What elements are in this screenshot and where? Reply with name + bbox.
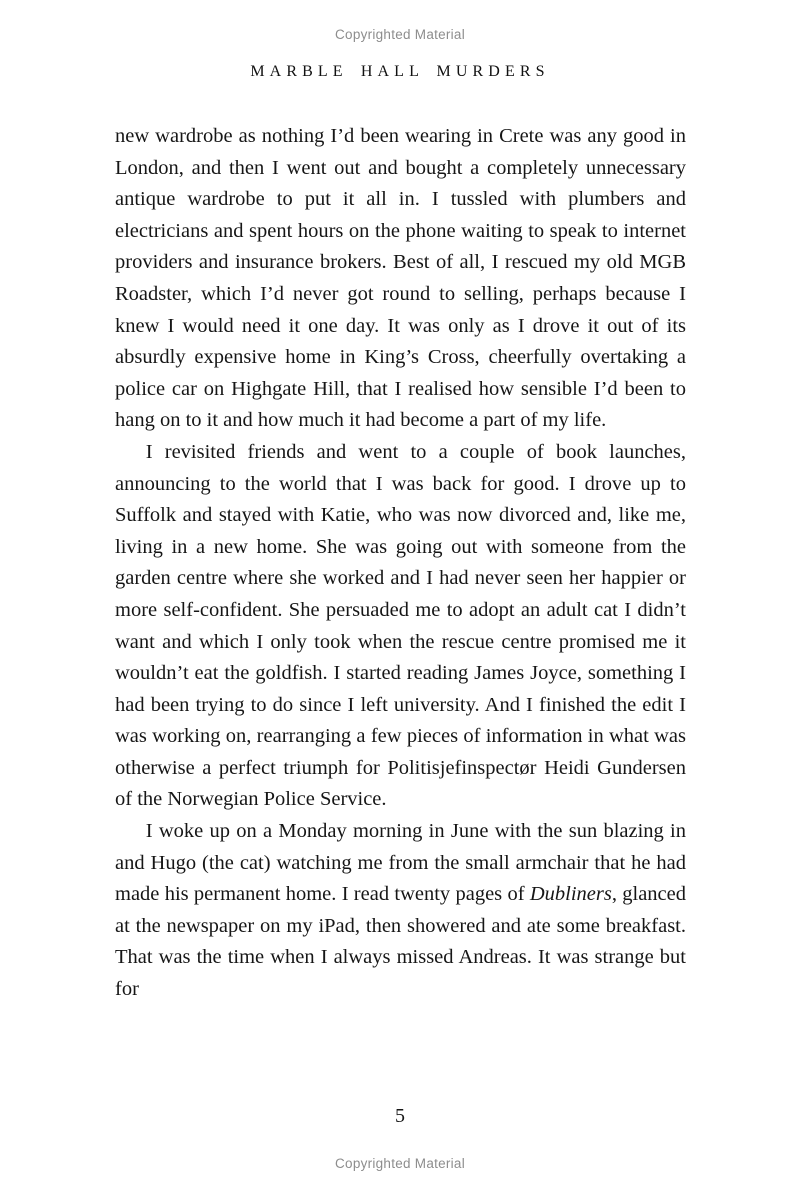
book-title-italic: Dubliners bbox=[529, 883, 612, 906]
paragraph-3 bbox=[115, 816, 686, 1006]
paragraph-2: I revisited friends and went to a couple of book launches, announcing to the world that I was back for good. I drove up to Suffolk and stayed with Katie, who was now divorced and, like me, living in a new home. She was going out with someone from the garden centre where she worked and I had never seen her happier or more self-confident. She persuaded me to adopt an adult cat I didn’t want and which I only took when the rescue centre promised me it wouldn’t eat the goldfish. I started reading James Joyce, something I had been trying to do since I left university. And I finished the edit I was working on, rearranging a few pieces of information in what was otherwise a perfect triumph for Politisjefinspectør Heidi Gundersen of the Norwegian Police Service. bbox=[115, 440, 686, 811]
copyright-notice-top: Copyrighted Material bbox=[335, 27, 465, 42]
paragraph-1: new wardrobe as nothing I’d been wearing in Crete was any good in London, and then I went out and bought a completely unnecessary antique wardrobe to put it all in. I tussled with plumbers and electricians and spent hours on the phone waiting to speak to internet providers and insurance brokers. Best of all, I rescued my old MGB Roadster, which I’d never got round to selling, perhaps because I knew I would need it one day. It was only as I drove it out of its absurdly expensive home in King’s Cross, cheerfully overtaking a police car on Highgate Hill, that I realised how sensible I’d been to hang on to it and how much it had become a part of my life. bbox=[115, 125, 686, 432]
paragraph-3-text-before: I woke up on a Monday morning in June with the sun blazing in and Hugo (the cat) watching me from the small armchair that he had made his permanent home. I read twenty pages of bbox=[115, 820, 686, 906]
paragraph-3-text-after: , glanced at the newspaper on my iPad, then showered and ate some breakfast. That was the time when I always missed Andreas. It was strange but for bbox=[115, 883, 686, 1001]
running-head-title: MARBLE HALL MURDERS bbox=[250, 63, 550, 80]
page-number: 5 bbox=[395, 1105, 405, 1127]
page-body bbox=[115, 121, 686, 1006]
copyright-notice-bottom: Copyrighted Material bbox=[335, 1156, 465, 1171]
